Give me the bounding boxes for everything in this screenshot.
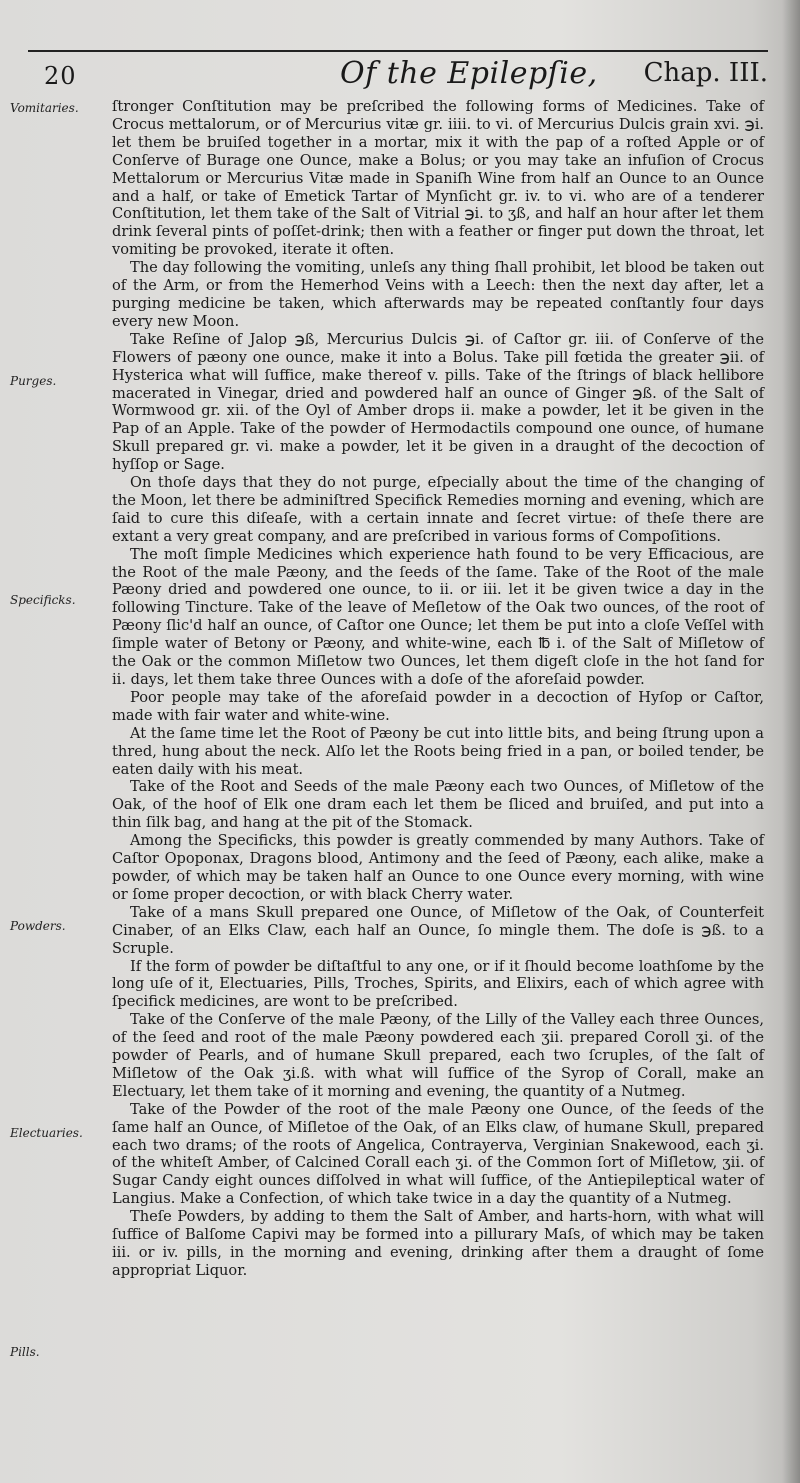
paragraph-powders: Among the Specificks, this powder is greatly commended by many Authors. Take of Caſtor Opoponax, Dragons blood, Antimony and the ſeed of Pæony, each alike, make a powder, of which may be taken half an Ounce to one Ounce every morning, with wine or ſome proper decoction, or with black Cherry water. [112,832,764,903]
body-text [112,98,764,1280]
paragraph-vomitaries: ſtronger Conſtitution may be preſcribed the following forms of Medicines. Take of Crocus mettalorum, or of Mercurius vitæ gr. iiii. to vi. of Mercurius Dulcis grain xvi. ℈i. let them be bruiſed together in a mortar, mix it with the pap of a roſted Apple or of Conſerve of Burage one Ounce, make a Bolus; or you may take an infuſion of Crocus Mettalorum or Mercurius Vitæ made in Spaniſh Wine from half an Ounce to an Ounce and a half, or take of Emetick Tartar of Mynſicht gr. iv. to vi. who are of a tenderer Conſtitution, let them take of the Salt of Vitrial ℈i. to ʒß, and half an hour after let them drink ſeveral pints of poſſet-drink; then with a feather or finger put down the throat, let vomiting be provoked, iterate it often. [112,98,764,259]
chapter-label: Chap. III. [643,58,768,88]
paragraph-pills: Theſe Powders, by adding to them the Salt of Amber, and harts-horn, with what will ſuffice of Balſome Capivi may be formed into a pillurary Maſs, of which may be taken iii. or iv. pills, in the morning and evening, drinking after them a draught of ſome appropriat Liquor. [112,1208,764,1279]
running-title: Of the Epilepſie, [340,56,598,91]
paragraph-purges: Take Reſine of Jalop ℈ß, Mercurius Dulcis ℈i. of Caſtor gr. iii. of Conſerve of the Flowers of pæony one ounce, make it into a Bolus. Take pill fœtida the greater ℈ii. of Hysterica what will ſuffice, make thereof v. pills. Take of the ſtrings of black hellibore macerated in Vinegar, dried and powdered half an ounce of Ginger ℈ß. of the Salt of Wormwood gr. xii. of the Oyl of Amber drops ii. make a powder, let it be given in the Pap of an Apple. Take of the powder of Hermodactils compound one ounce, of humane Skull prepared gr. vi. make a powder, let it be given in a draught of the decoction of hyſſop or Sage. [112,330,764,474]
paragraph-simple-medicines: The moſt ſimple Medicines which experience hath found to be very Efficacious, are the Root of the male Pæony, and the ſeeds of the ſame. Take of the Root of the male Pæony dried and powdered one ounce, to ii. or iii. let it be given twice a day in the following Tincture. Take of the leave of Meſletow of the Oak two ounces, of the root of Pæony ſlic'd half an ounce, of Caſtor one Ounce; let them be put into a cloſe Veſſel with ſimple water of Betony or Pæony, and white-wine, each ℔ i. of the Salt of Miſletow of the Oak or the common Miſletow two Ounces, let them digeſt cloſe in the hot ſand for ii. days, let them take three Ounces with a doſe of the aforeſaid powder. [112,545,764,688]
page-gutter-shadow [782,0,800,1483]
margin-note-purges: Purges. [10,374,57,388]
paragraph-mans-skull: Take of a mans Skull prepared one Ounce, of Miſletow of the Oak, of Counterfeit Cinaber, of an Elks Claw, each half an Ounce, ſo mingle them. The doſe is ℈ß. to a Scruple. [112,903,764,957]
paragraph-bloodletting: The day following the vomiting, unleſs any thing ſhall prohibit, let blood be taken out of the Arm, or from the Hemerhod Veins with a Leech: then the next day after, let a purging medicine be taken, which afterwards may be repeated conſtantly four days every new Moon. [112,259,764,330]
margin-notes [0,0,120,1483]
paragraph-silk-bag: Take of the Root and Seeds of the male Pæony each two Ounces, of Miſletow of the Oak, of the hoof of Elk one dram each let them be ſliced and bruiſed, and put into a thin ſilk bag, and hang at the pit of the Stomack. [112,778,764,832]
paragraph-form-of-powder: If the form of powder be diſtaſtful to any one, or if it ſhould become loathſome by the long uſe of it, Electuaries, Pills, Troches, Spirits, and Elixirs, each of which agree with ſpecifick medicines, are wont to be preſcribed. [112,957,764,1011]
margin-note-vomitaries: Vomitaries. [10,101,79,115]
paragraph-poor-people: Poor people may take of the aforeſaid powder in a decoction of Hyſop or Caſtor, made with fair water and white-wine. [112,688,764,724]
paragraph-electuary: Take of the Conſerve of the male Pæony, of the Lilly of the Valley each three Ounces, of the ſeed and root of the male Pæony powdered each ʒii. prepared Coroll ʒi. of the powder of Pearls, and of humane Skull prepared, each two ſcruples, of the ſalt of Miſletow of the Oak ʒi.ß. with what will ſuffice of the Syrop of Corall, make an Electuary, let them take of it morning and evening, the quantity of a Nutmeg. [112,1011,764,1100]
header-rule [28,50,768,52]
paragraph-confection: Take of the Powder of the root of the male Pæony one Ounce, of the ſeeds of the ſame half an Ounce, of Miſletoe of the Oak, of an Elks claw, of humane Skull, prepared each two drams; of the roots of Angelica, Contrayerva, Verginian Snakewood, each ʒi. of the whiteſt Amber, of Calcined Corall each ʒi. of the Common ſort of Miſletow, ʒii. of Sugar Candy eight ounces diſſolved in what will ſuffice, of the Antiepileptical water of Langius. Make a Confection, of which take twice in a day the quantity of a Nutmeg. [112,1100,764,1208]
page-header [40,56,770,96]
margin-note-powders: Powders. [10,919,66,933]
margin-note-specificks: Specificks. [10,593,76,607]
margin-note-pills: Pills. [10,1345,40,1359]
paragraph-specifick-remedies: On thoſe days that they do not purge, eſpecially about the time of the changing of the Moon, let there be adminiſtred Specifick Remedies morning and evening, which are ſaid to cure this diſeaſe, with a certain innate and ſecret virtue: of theſe there are extant a very great company, and are preſcribed in various forms of Compoſitions. [112,474,764,545]
margin-note-electuaries: Electuaries. [10,1126,83,1140]
page-number: 20 [44,62,77,90]
paragraph-root-of-paeony: At the ſame time let the Root of Pæony be cut into little bits, and being ſtrung upon a thred, hung about the neck. Alſo let the Roots being fried in a pan, or boiled tender, be eaten daily with his meat. [112,724,764,778]
